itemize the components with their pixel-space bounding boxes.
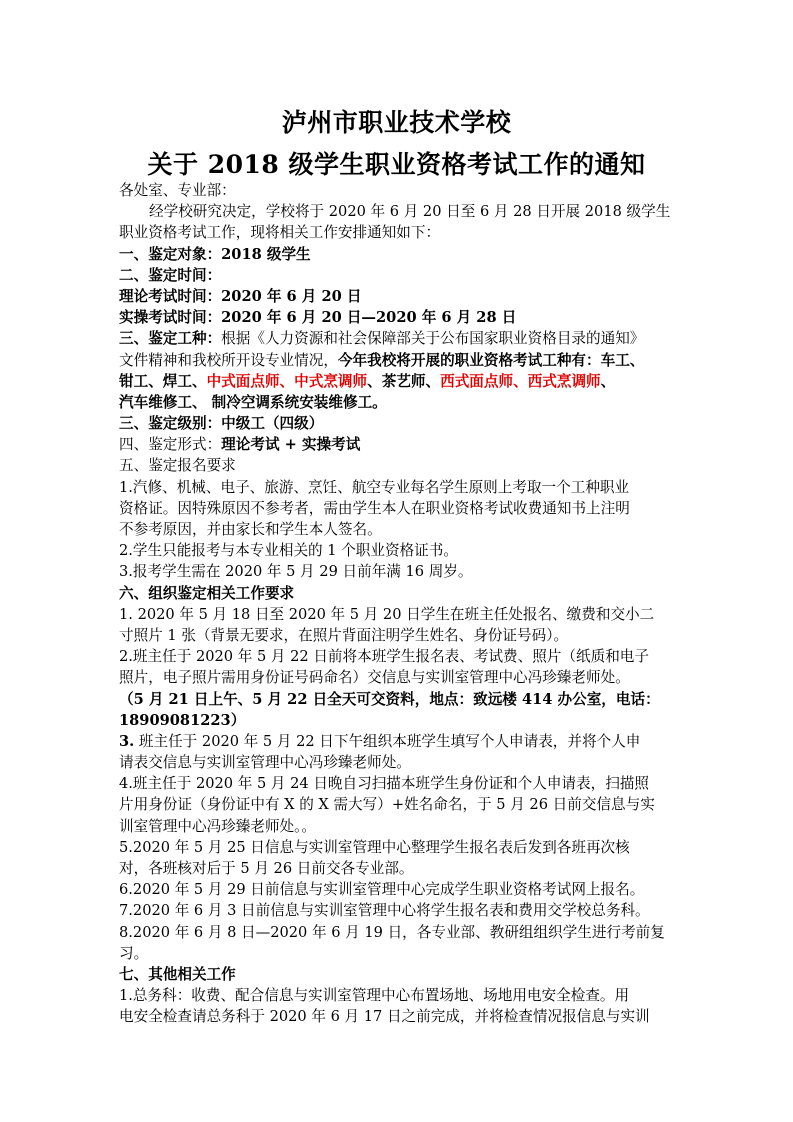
- list-item-line: 6.2020 年 5 月 29 日前信息与实训室管理中心完成学生职业资格考试网上报名。: [119, 881, 645, 899]
- section-heading: 二、鉴定时间：: [119, 266, 222, 284]
- list-item-line: 照片，电子照片需用身份证号码命名）交信息与实训室管理中心冯珍臻老师处。: [119, 669, 630, 687]
- list-item-line: 训室管理中心冯珍臻老师处。。: [119, 817, 317, 835]
- list-item-line: 寸照片 1 张（背景无要求，在照片背面注明学生姓名、身份证号码）。: [119, 626, 569, 644]
- paragraph-bold-text: 钳工、焊工、: [119, 372, 207, 390]
- paragraph-text: 根据《人力资源和社会保障部关于公布国家职业资格目录的通知》: [221, 330, 645, 348]
- list-item-line: 1.总务科：收费、配合信息与实训室管理中心布置场地、场地用电安全检查。用: [119, 987, 630, 1005]
- paragraph-line: 汽车维修工、 制冷空调系统安装维修工。: [119, 393, 387, 411]
- section-heading: 三、鉴定级别：中级工（四级）: [119, 415, 324, 433]
- paragraph-text: 班主任于 2020 年 5 月 22 日下午组织本班学生填写个人申请表，并将个人申: [134, 732, 641, 750]
- paragraph-bold-text: 今年我校将开展的职业资格考试工种有：车工、: [337, 351, 645, 369]
- list-item-line: 8.2020 年 6 月 8 日—2020 年 6 月 19 日，各专业部、教研组组织学生进行考前复: [119, 923, 665, 941]
- list-item-line: 3.报考学生需在 2020 年 5 月 29 日前年满 16 周岁。: [119, 563, 473, 581]
- section-heading: 五、鉴定报名要求: [119, 457, 236, 475]
- salutation: 各处室、专业部：: [119, 182, 236, 199]
- list-item-line: 习。: [119, 944, 149, 962]
- paragraph-bold-text: 、茶艺师、: [367, 372, 441, 390]
- list-item-line: 2.班主任于 2020 年 5 月 22 日前将本班学生报名表、考试费、照片（纸质和电子: [119, 648, 649, 666]
- list-item-line: 4.班主任于 2020 年 5 月 24 日晚自习扫描本班学生身份证和个人申请表，扫描照: [119, 775, 649, 793]
- section-heading: 一、鉴定对象：2018 级学生: [119, 245, 311, 263]
- list-item-line: 1.汽修、机械、电子、旅游、烹饪、航空专业每名学生原则上考取一个工种职业: [119, 478, 630, 496]
- theory-exam-time: 理论考试时间：2020 年 6 月 20 日: [119, 287, 362, 305]
- list-item-line: 请表交信息与实训室管理中心冯珍臻老师处。: [119, 754, 411, 772]
- intro-line: 经学校研究决定，学校将于 2020 年 6 月 20 日至 6 月 28 日开展 2018 级学生: [149, 203, 671, 221]
- section-heading: 七、其他相关工作: [119, 965, 236, 983]
- contact-phone: 18909081223）: [119, 711, 246, 729]
- paragraph-line: [119, 350, 684, 371]
- section-heading-label: 三、鉴定工种：: [119, 330, 222, 348]
- practice-exam-time: 实操考试时间：2020 年 6 月 20 日—2020 年 6 月 28 日: [119, 309, 517, 327]
- list-item-line: 对，各班核对后于 5 月 26 日前交各专业部。: [119, 860, 414, 877]
- paragraph-text: 文件精神和我校所开设专业情况，: [119, 351, 338, 369]
- paragraph-bold-text: 理论考试 + 实操考试: [221, 436, 361, 454]
- list-item-line: 7.2020 年 6 月 3 日前信息与实训室管理中心将学生报名表和费用交学校总务科。: [119, 902, 650, 920]
- section-heading: 六、组织鉴定相关工作要求: [119, 584, 295, 602]
- section-heading-label: 四、鉴定形式：: [119, 436, 222, 454]
- list-item-line: 1. 2020 年 5 月 18 日至 2020 年 5 月 20 日学生在班主任处报名、缴费和交小二: [119, 605, 655, 623]
- paragraph-bold-text: 、: [600, 372, 616, 390]
- document-title-notice: 关于 2018 级学生职业资格考试工作的通知: [147, 150, 646, 179]
- highlighted-trades: 中式面点师、中式烹调师: [206, 372, 368, 390]
- list-item-line: 片用身份证（身份证中有 X 的 X 需大写）+姓名命名，于 5 月 26 日前交信息与实: [119, 796, 655, 814]
- list-item-line: 2.学生只能报考与本专业相关的 1 个职业资格证书。: [119, 542, 458, 560]
- section-heading: [119, 434, 684, 455]
- section-heading: [119, 328, 684, 349]
- list-item-line: 不参考原因，并由家长和学生本人签名。: [119, 521, 382, 538]
- paragraph-line: [119, 371, 684, 392]
- list-item-line: [119, 731, 684, 752]
- list-item-line: 电安全检查请总务科于 2020 年 6 月 17 日之前完成，并将检查情况报信息与实训: [119, 1008, 650, 1026]
- list-item-line: 5.2020 年 5 月 25 日信息与实训室管理中心整理学生报名表后发到各班再次核: [119, 838, 630, 856]
- document-title-school: 泸州市职业技术学校: [281, 108, 512, 137]
- document-body: [119, 180, 684, 1028]
- contact-note: （5 月 21 日上午、5 月 22 日全天可交资料，地点：致远楼 414 办公室，电话：: [119, 690, 660, 708]
- intro-line: 职业资格考试工作，现将相关工作安排通知如下：: [119, 224, 441, 242]
- list-item-number: 3.: [119, 732, 135, 750]
- list-item-line: 资格证。因特殊原因不参考者，需由学生本人在职业资格考试收费通知书上注明: [119, 499, 630, 517]
- highlighted-trades: 西式面点师、西式烹调师: [440, 372, 601, 390]
